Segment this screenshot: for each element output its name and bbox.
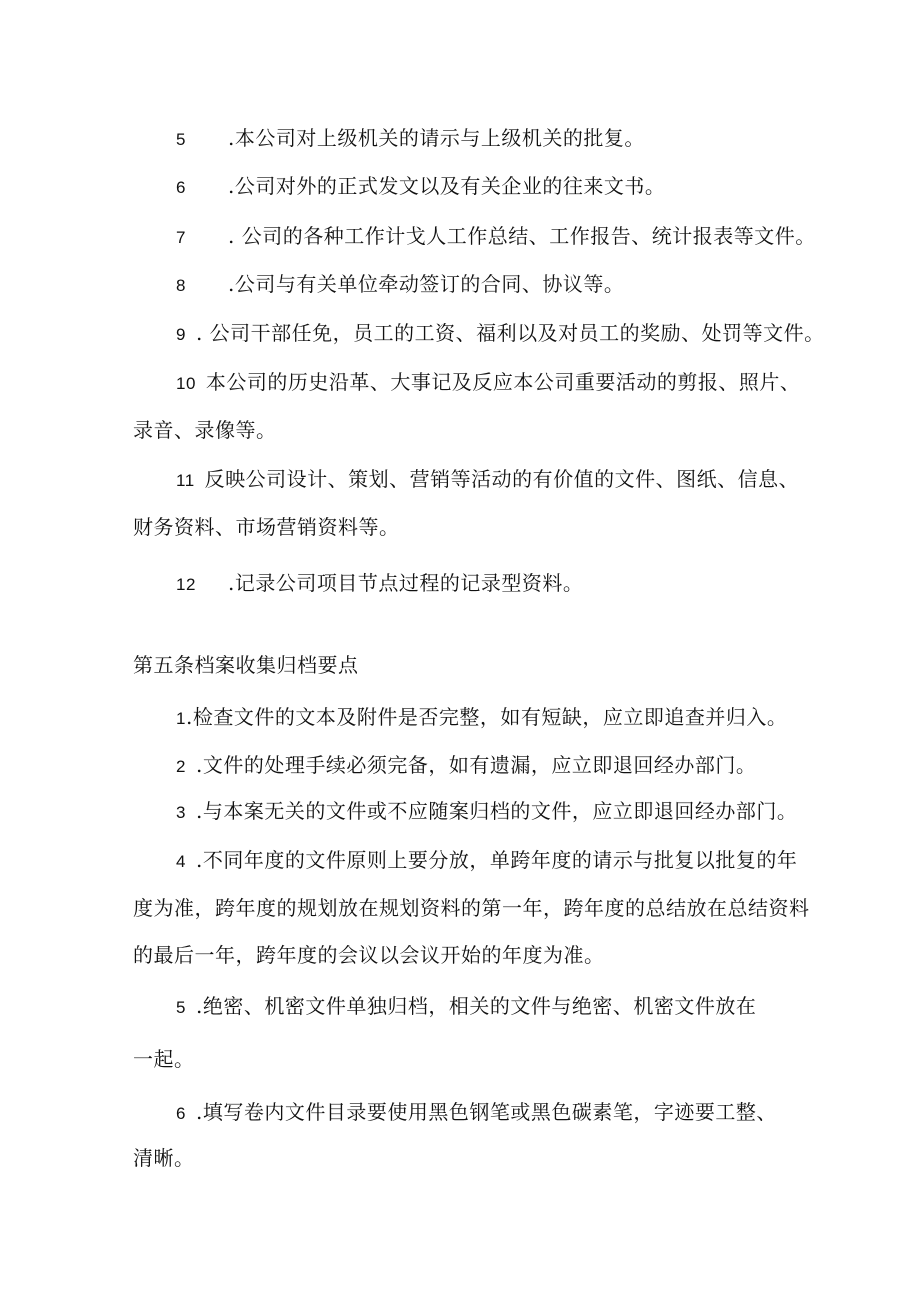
list-item <box>176 222 816 252</box>
item-text: .不同年度的文件原则上要分放，单跨年度的请示与批复以批复的年 <box>195 848 798 872</box>
list-item <box>176 797 797 827</box>
item-number: 5 <box>176 130 186 149</box>
section-heading: 第五条档案收集归档要点 <box>133 653 359 677</box>
list-item-continuation: 的最后一年，跨年度的会议以会议开始的年度为准。 <box>133 943 605 967</box>
list-item <box>176 703 787 733</box>
list-item <box>176 846 797 876</box>
item-text: .公司对外的正式发文以及有关企业的往来文书。 <box>228 174 666 198</box>
item-number: 8 <box>176 276 186 295</box>
list-item <box>176 751 756 781</box>
list-item-continuation: 财务资料、市场营销资料等。 <box>133 515 400 539</box>
item-text: . 公司的各种工作计戈人工作总结、工作报告、统计报表等文件。 <box>228 224 816 248</box>
list-item-continuation: 清晰。 <box>133 1146 195 1170</box>
item-number: 2 <box>176 757 186 776</box>
list-item <box>176 465 799 495</box>
item-number: 3 <box>176 803 186 822</box>
item-text: .公司与有关单位牵动签订的合同、协议等。 <box>228 272 625 296</box>
item-number: 1 <box>176 709 186 728</box>
item-number: 12 <box>176 575 196 594</box>
item-text: .记录公司项目节点过程的记录型资料。 <box>228 571 584 595</box>
item-number: 7 <box>176 228 186 247</box>
list-item <box>176 124 645 154</box>
list-item <box>176 270 624 300</box>
list-item <box>176 172 665 202</box>
item-text: .文件的处理手续必须完备，如有遗漏，应立即退回经办部门。 <box>195 753 757 777</box>
item-number: 9 <box>176 325 186 344</box>
list-item <box>176 1098 777 1128</box>
item-number: 4 <box>176 852 186 871</box>
list-item <box>176 368 800 398</box>
item-text: .填写卷内文件目录要使用黑色钢笔或黑色碳素笔，字迹要工整、 <box>195 1100 777 1124</box>
item-text: .与本案无关的文件或不应随案归档的文件，应立即退回经办部门。 <box>195 799 798 823</box>
item-text: .检查文件的文本及附件是否完整，如有短缺，应立即追查并归入。 <box>185 705 788 729</box>
item-text: 本公司的历史沿革、大事记及反应本公司重要活动的剪报、照片、 <box>205 370 801 394</box>
item-number: 10 <box>176 374 196 393</box>
item-number: 11 <box>176 471 195 490</box>
item-text: 反映公司设计、策划、营销等活动的有价值的文件、图纸、信息、 <box>204 467 800 491</box>
item-text: .本公司对上级机关的请示与上级机关的批复。 <box>228 126 645 150</box>
item-number: 6 <box>176 178 186 197</box>
item-number: 6 <box>176 1104 186 1123</box>
item-text: .绝密、机密文件单独归档，相关的文件与绝密、机密文件放在 <box>195 994 757 1018</box>
item-text: . 公司干部任免，员工的工资、福利以及对员工的奖励、处罚等文件。 <box>195 321 825 345</box>
list-item <box>176 992 756 1022</box>
item-number: 5 <box>176 998 186 1017</box>
list-item-continuation: 度为准，跨年度的规划放在规划资料的第一年，跨年度的总结放在总结资料 <box>133 896 810 920</box>
list-item <box>176 319 825 349</box>
list-item-continuation: 一起。 <box>133 1047 195 1071</box>
list-item-continuation: 录音、录像等。 <box>133 418 277 442</box>
list-item <box>176 569 583 599</box>
